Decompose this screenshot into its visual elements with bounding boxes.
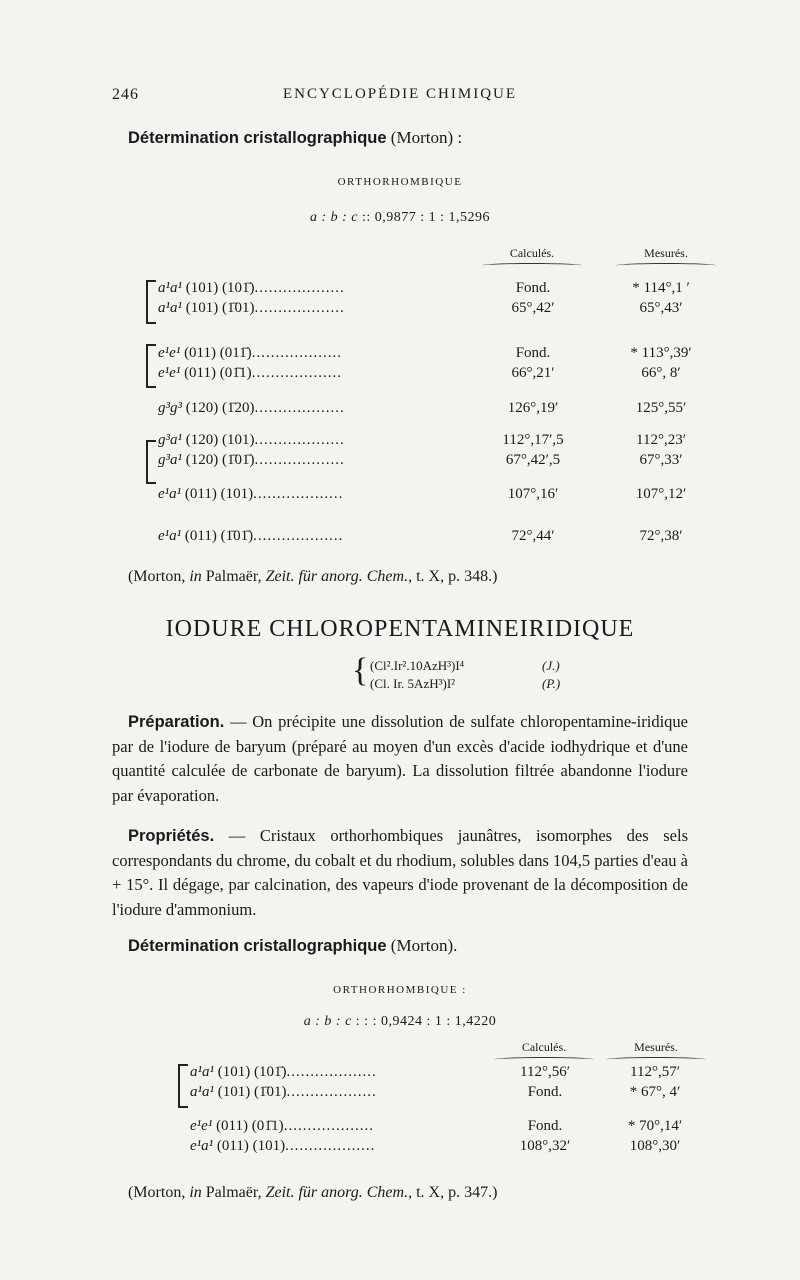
- face-symbol: e¹e¹: [158, 365, 181, 381]
- section1-ratio: [0, 210, 800, 226]
- table-row: [0, 300, 800, 322]
- formula-2-source: (P.): [542, 676, 561, 691]
- section2-citation-author: Palmaër,: [201, 1184, 266, 1201]
- measured-value: * 114°,1 ′: [632, 280, 690, 296]
- calculated-value: 72°,44′: [511, 528, 555, 544]
- row-label: [158, 280, 345, 297]
- section2-ratio-axes: a : b : c: [303, 1014, 352, 1029]
- section1-col-meas-brace: [616, 263, 716, 268]
- section2-col-calc-label: Calculés.: [521, 1040, 567, 1054]
- section1-citation-journal: Zeit. für anorg. Chem.: [265, 568, 409, 585]
- section2-col-meas: [606, 1040, 706, 1062]
- miller-indices: (101) (101̄): [185, 280, 255, 296]
- measured-value: 107°,12′: [635, 486, 687, 502]
- table-row: [0, 1084, 800, 1106]
- row-label: [158, 400, 345, 417]
- table-row: [0, 400, 800, 422]
- calculated-value: 126°,19′: [507, 400, 559, 416]
- measured-value: 72°,38′: [639, 528, 683, 544]
- table-row: [0, 528, 800, 550]
- section2-heading-bold: Détermination cristallographique: [128, 937, 387, 955]
- page-number: 246: [112, 86, 139, 103]
- row-label: [158, 452, 345, 469]
- section1-ratio-axes: a : b : c: [309, 210, 358, 225]
- miller-indices: (101) (1̄01): [185, 300, 255, 316]
- section2-ratio-values: : : : 0,9424 : 1 : 1,4220: [351, 1014, 497, 1029]
- row-label: [158, 528, 343, 545]
- section2-ratio: [0, 1014, 800, 1030]
- table-row: [0, 1138, 800, 1160]
- preparation-text: — On précipite une dissolution de sulfate chloropentamine-iridique par de l'iodure de baryum (préparé au moyen d'un excès d'acide iodhydrique et d'une quantité calculée de carbonate de baryum). La dissolution filtrée abandonne l'iodure par évaporation.: [112, 712, 688, 805]
- section1-system: ORTHORHOMBIQUE: [337, 176, 463, 188]
- section1-heading: [128, 128, 462, 148]
- formula-1: (Cl².Ir².10AzH³)I⁴: [370, 658, 465, 673]
- face-symbol: e¹e¹: [190, 1118, 213, 1134]
- section2-citation: [128, 1184, 497, 1202]
- measured-value: * 70°,14′: [627, 1118, 683, 1134]
- leader-dots: ...................: [285, 1138, 376, 1154]
- measured-value: 125°,55′: [635, 400, 687, 416]
- row-label: [158, 345, 342, 362]
- face-symbol: e¹a¹: [158, 486, 182, 502]
- face-symbol: e¹a¹: [158, 528, 182, 544]
- miller-indices: (120) (1̄01̄): [185, 452, 255, 468]
- running-title: ENCYCLOPÉDIE CHIMIQUE: [282, 86, 518, 102]
- row-label: [158, 365, 342, 382]
- table-row: [0, 1118, 800, 1140]
- section2-citation-journal: Zeit. für anorg. Chem.: [265, 1184, 409, 1201]
- section1-bracket-1: [146, 280, 156, 324]
- face-symbol: a¹a¹: [190, 1064, 214, 1080]
- measured-value: 108°,30′: [629, 1138, 681, 1154]
- section2-col-meas-brace: [606, 1057, 706, 1062]
- section1-citation-post: , t. X, p. 348.): [408, 568, 498, 585]
- formula-brace: {: [352, 652, 369, 689]
- section2-col-calc-brace: [494, 1057, 594, 1062]
- leader-dots: ...................: [286, 1064, 377, 1080]
- calculated-value: 112°,56′: [520, 1064, 570, 1080]
- section2-col-meas-label: Mesurés.: [634, 1040, 678, 1054]
- section1-bracket-3: [146, 440, 156, 484]
- section2-col-calc: [494, 1040, 594, 1062]
- section2-heading: [128, 936, 457, 956]
- section1-col-calc-label: Calculés.: [509, 246, 555, 260]
- section1-bracket-2: [146, 344, 156, 388]
- miller-indices: (101) (1̄01): [217, 1084, 287, 1100]
- face-symbol: g³g³: [158, 400, 182, 416]
- miller-indices: (011) (01̄1): [216, 1118, 284, 1134]
- calculated-value: Fond.: [527, 1118, 563, 1134]
- section1-citation-in: in: [189, 568, 202, 585]
- section1-citation: [128, 568, 497, 586]
- miller-indices: (120) (1̄20): [185, 400, 255, 416]
- properties-paragraph: [112, 824, 688, 922]
- row-label: [190, 1138, 375, 1155]
- miller-indices: (120) (101): [185, 432, 255, 448]
- leader-dots: ...................: [254, 280, 345, 296]
- leader-dots: ...................: [254, 432, 345, 448]
- section1-col-meas-label: Mesurés.: [644, 246, 688, 260]
- row-label: [190, 1064, 377, 1081]
- calculated-value: 107°,16′: [507, 486, 559, 502]
- miller-indices: (011) (011̄): [184, 345, 252, 361]
- row-label: [158, 486, 343, 503]
- calculated-value: 66°,21′: [511, 365, 555, 381]
- section1-ratio-values: :: 0,9877 : 1 : 1,5296: [357, 210, 491, 225]
- table-row: [0, 365, 800, 387]
- calculated-value: 112°,17′,5: [502, 432, 564, 448]
- leader-dots: ...................: [286, 1084, 377, 1100]
- leader-dots: ...................: [253, 486, 344, 502]
- face-symbol: e¹a¹: [190, 1138, 214, 1154]
- preparation-paragraph: [112, 710, 688, 808]
- formula-1-source: (J.): [542, 658, 560, 673]
- leader-dots: ...................: [254, 300, 345, 316]
- measured-value: 65°,43′: [639, 300, 683, 316]
- section2-bracket-1: [178, 1064, 188, 1108]
- table-row: [0, 280, 800, 302]
- calculated-value: Fond.: [527, 1084, 563, 1100]
- miller-indices: (101) (101̄): [217, 1064, 287, 1080]
- running-head: [0, 86, 800, 108]
- face-symbol: g³a¹: [158, 452, 182, 468]
- row-label: [158, 300, 345, 317]
- calculated-value: Fond.: [515, 280, 551, 296]
- miller-indices: (011) (01̄1): [184, 365, 252, 381]
- section1-heading-bold: Détermination cristallographique: [128, 129, 387, 147]
- calculated-value: Fond.: [515, 345, 551, 361]
- leader-dots: ...................: [254, 452, 345, 468]
- table-row: [0, 452, 800, 474]
- table-row: [0, 345, 800, 367]
- leader-dots: ...................: [253, 528, 344, 544]
- section1-heading-rest: (Morton) :: [386, 128, 463, 147]
- table-row: [0, 486, 800, 508]
- measured-value: 112°,23′: [636, 432, 686, 448]
- face-symbol: e¹e¹: [158, 345, 181, 361]
- section2-heading-rest: (Morton).: [386, 936, 458, 955]
- properties-label: Propriétés.: [128, 827, 215, 845]
- properties-text: — Cristaux orthorhombiques jaunâtres, isomorphes des sels correspondants du chrome, du cobalt et du rhodium, solubles dans 104,5 parties d'eau à + 15°. Il dégage, par calcination, des vapeurs d'iode provenant de la décomposition de l'iodure d'ammonium.: [112, 826, 688, 919]
- compound-title: IODURE CHLOROPENTAMINEIRIDIQUE: [165, 616, 635, 642]
- leader-dots: ...................: [283, 1118, 374, 1134]
- preparation-label: Préparation.: [128, 713, 225, 731]
- measured-value: * 67°, 4′: [629, 1084, 681, 1100]
- leader-dots: ...................: [251, 365, 342, 381]
- section2-system: ORTHORHOMBIQUE :: [333, 984, 467, 996]
- face-symbol: a¹a¹: [190, 1084, 214, 1100]
- row-label: [190, 1084, 377, 1101]
- table-row: [0, 1064, 800, 1086]
- section1-col-meas: [616, 246, 716, 268]
- calculated-value: 108°,32′: [519, 1138, 571, 1154]
- face-symbol: a¹a¹: [158, 280, 182, 296]
- section2-citation-post: , t. X, p. 347.): [408, 1184, 498, 1201]
- section2-citation-in: in: [189, 1184, 202, 1201]
- measured-value: 66°, 8′: [641, 365, 681, 381]
- miller-indices: (011) (1̄01̄): [184, 528, 254, 544]
- measured-value: * 113°,39′: [630, 345, 692, 361]
- row-label: [190, 1118, 374, 1135]
- calculated-value: 67°,42′,5: [505, 452, 561, 468]
- formula-2: (Cl. Ir. 5AzH³)I²: [370, 676, 456, 691]
- leader-dots: ...................: [254, 400, 345, 416]
- calculated-value: 65°,42′: [511, 300, 555, 316]
- face-symbol: a¹a¹: [158, 300, 182, 316]
- section1-citation-pre: (Morton,: [128, 568, 190, 585]
- leader-dots: ...................: [251, 345, 342, 361]
- section2-citation-pre: (Morton,: [128, 1184, 190, 1201]
- section1-col-calc-brace: [482, 263, 582, 268]
- section1-citation-author: Palmaër,: [201, 568, 266, 585]
- face-symbol: g³a¹: [158, 432, 182, 448]
- section1-col-calc: [482, 246, 582, 268]
- measured-value: 112°,57′: [630, 1064, 680, 1080]
- miller-indices: (011) (101): [216, 1138, 286, 1154]
- measured-value: 67°,33′: [639, 452, 683, 468]
- miller-indices: (011) (101): [184, 486, 254, 502]
- table-row: [0, 432, 800, 454]
- row-label: [158, 432, 345, 449]
